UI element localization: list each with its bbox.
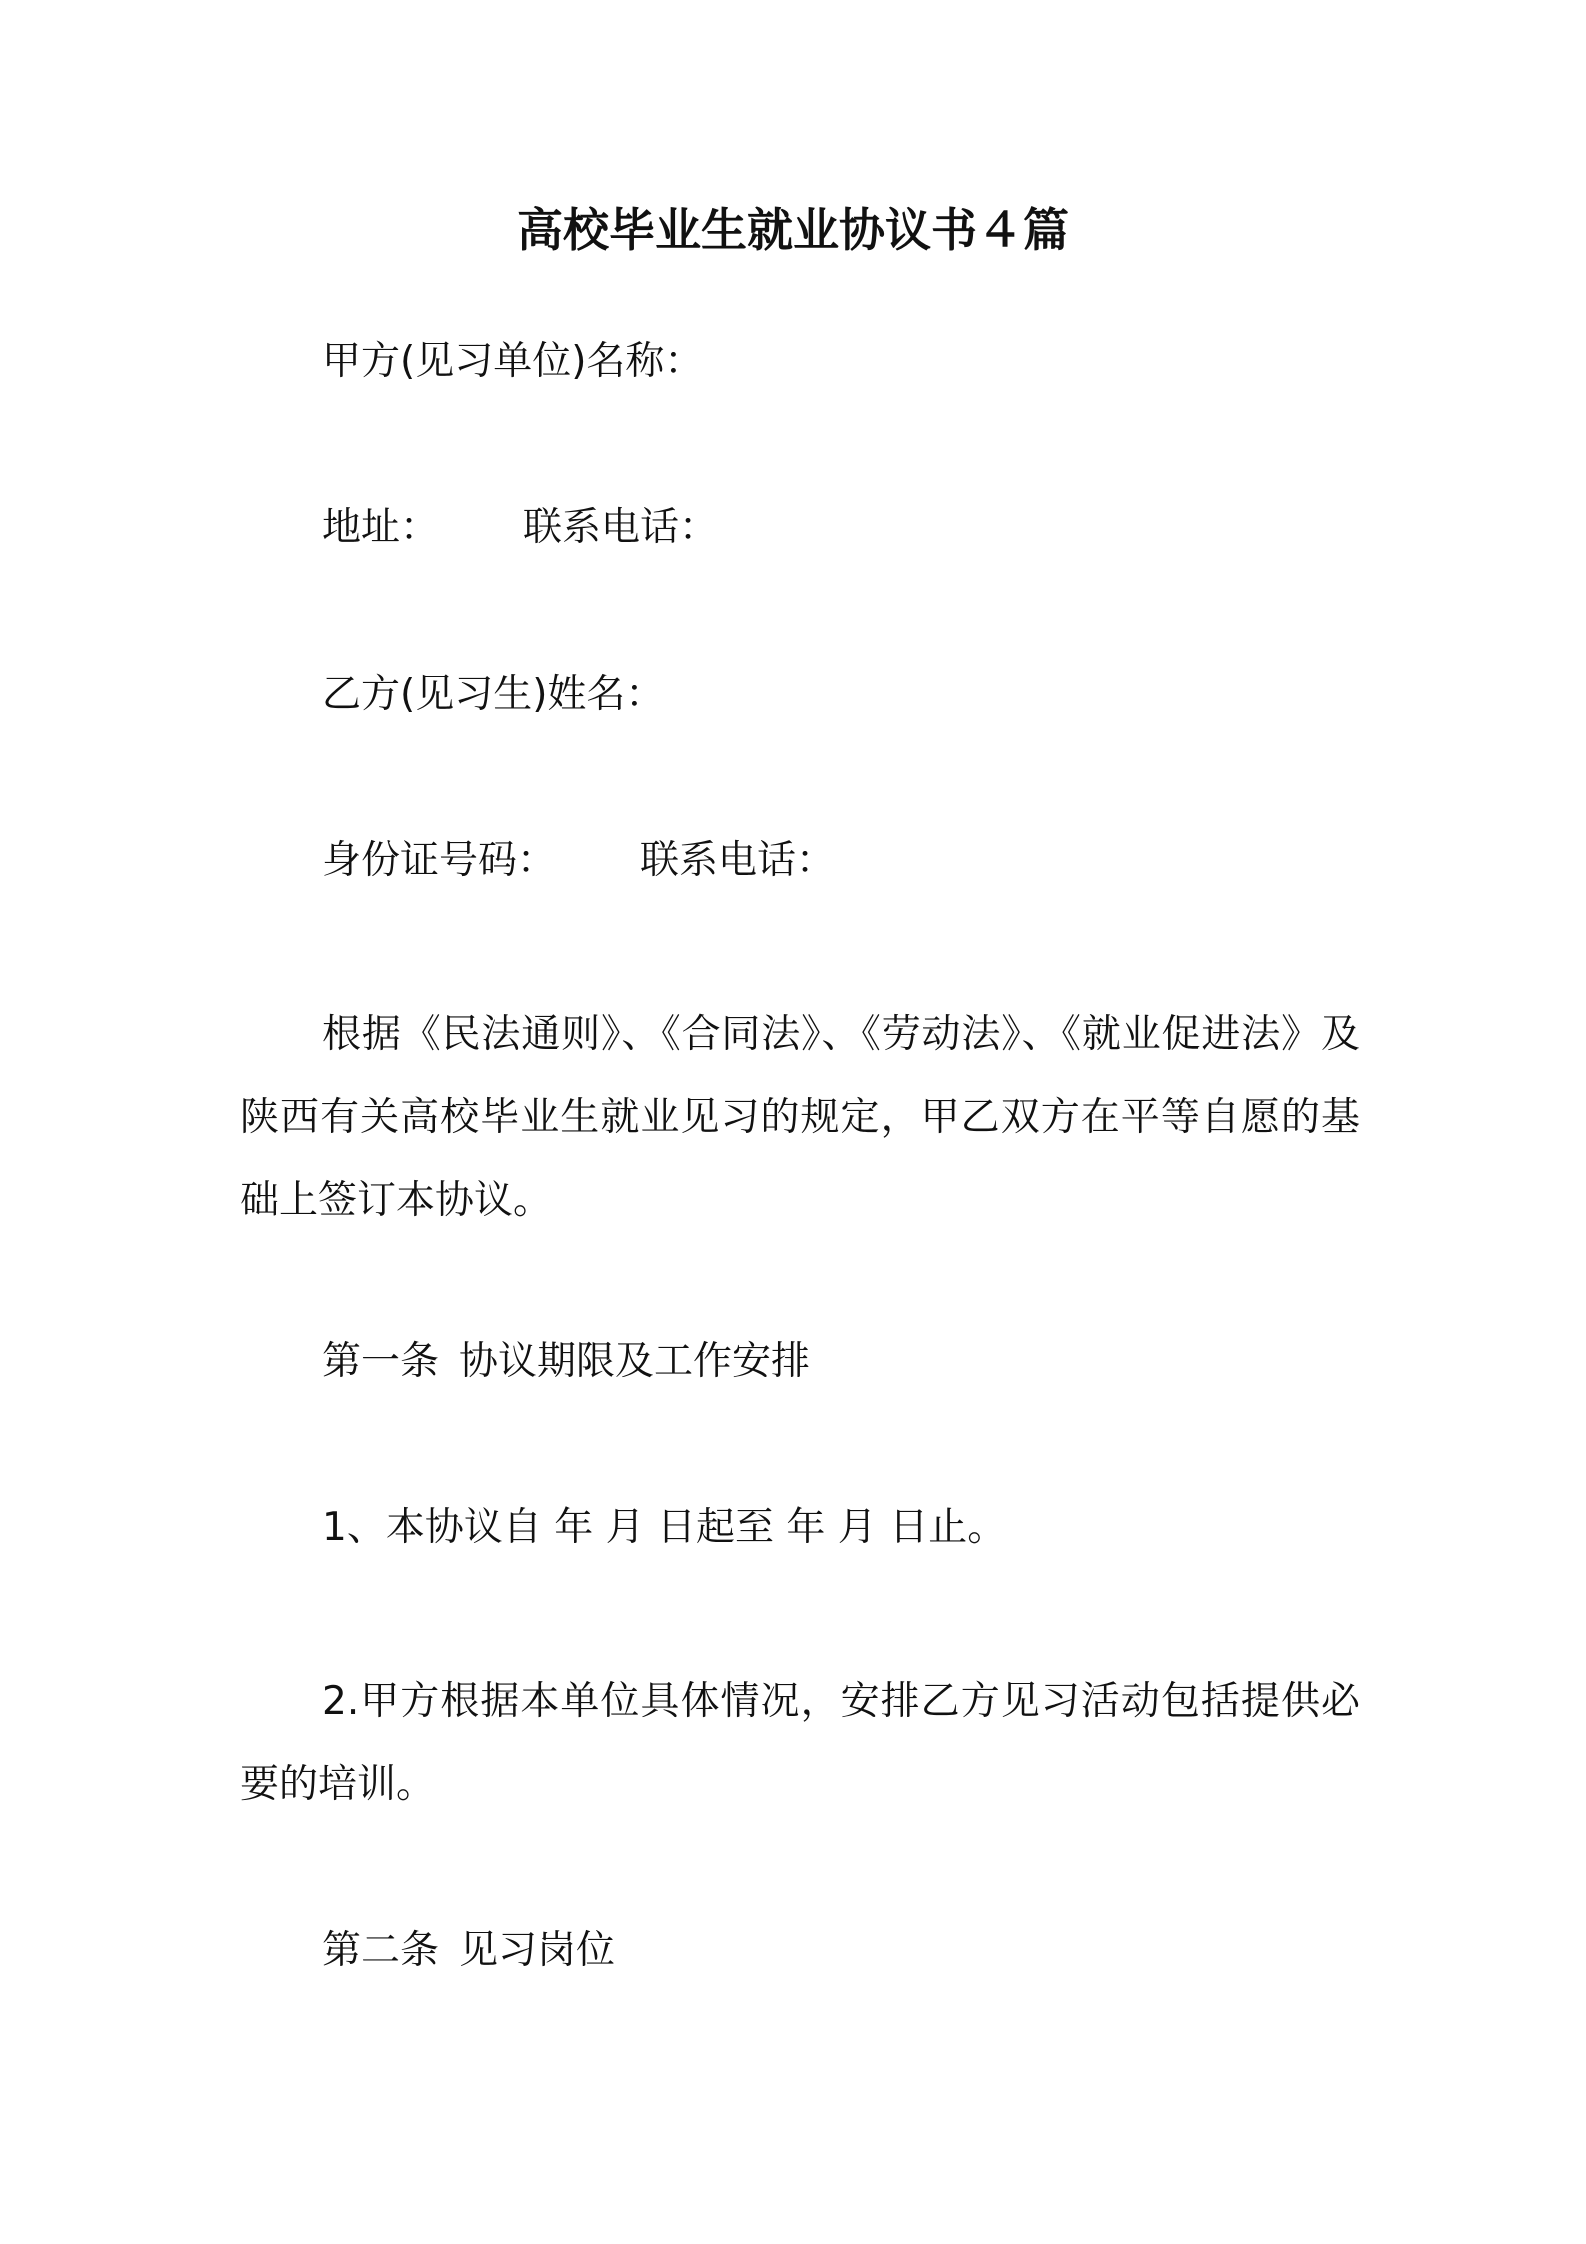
party-a-name-field <box>322 336 703 388</box>
party-b-phone-label: 联系电话： <box>640 838 836 883</box>
article-1-number: 第一条 <box>322 1339 440 1384</box>
party-a-phone-label: 联系电话： <box>523 505 719 550</box>
party-b-name-label: 乙方(见习生)姓名： <box>322 672 665 717</box>
article-1-item-2: 2.甲方根据本单位具体情况，安排乙方见习活动包括提供必要的培训。 <box>240 1679 1360 1807</box>
party-a-address-label: 地址： <box>322 505 440 550</box>
party-b-contact-row <box>322 835 835 887</box>
article-1-title: 协议期限及工作安排 <box>459 1339 811 1384</box>
document-title: 高校毕业生就业协议书４篇 <box>517 203 1069 257</box>
preamble-paragraph: 根据《民法通则》、《合同法》、《劳动法》、《就业促进法》及陕西有关高校毕业生就业见习的规定，甲乙双方在平等自愿的基础上签订本协议。 <box>240 1012 1360 1223</box>
party-a-contact-row <box>322 502 718 554</box>
party-b-name-field <box>322 669 664 721</box>
article-1-item-1: 1、本协议自 年 月 日起至 年 月 日止。 <box>322 1505 1007 1550</box>
party-b-id-label: 身份证号码： <box>322 838 557 883</box>
party-a-name-label: 甲方(见习单位)名称： <box>322 339 704 384</box>
article-2-heading <box>322 1925 615 1977</box>
article-2-number: 第二条 <box>322 1928 440 1973</box>
article-2-title: 见习岗位 <box>459 1928 616 1973</box>
article-1-heading <box>322 1336 810 1388</box>
